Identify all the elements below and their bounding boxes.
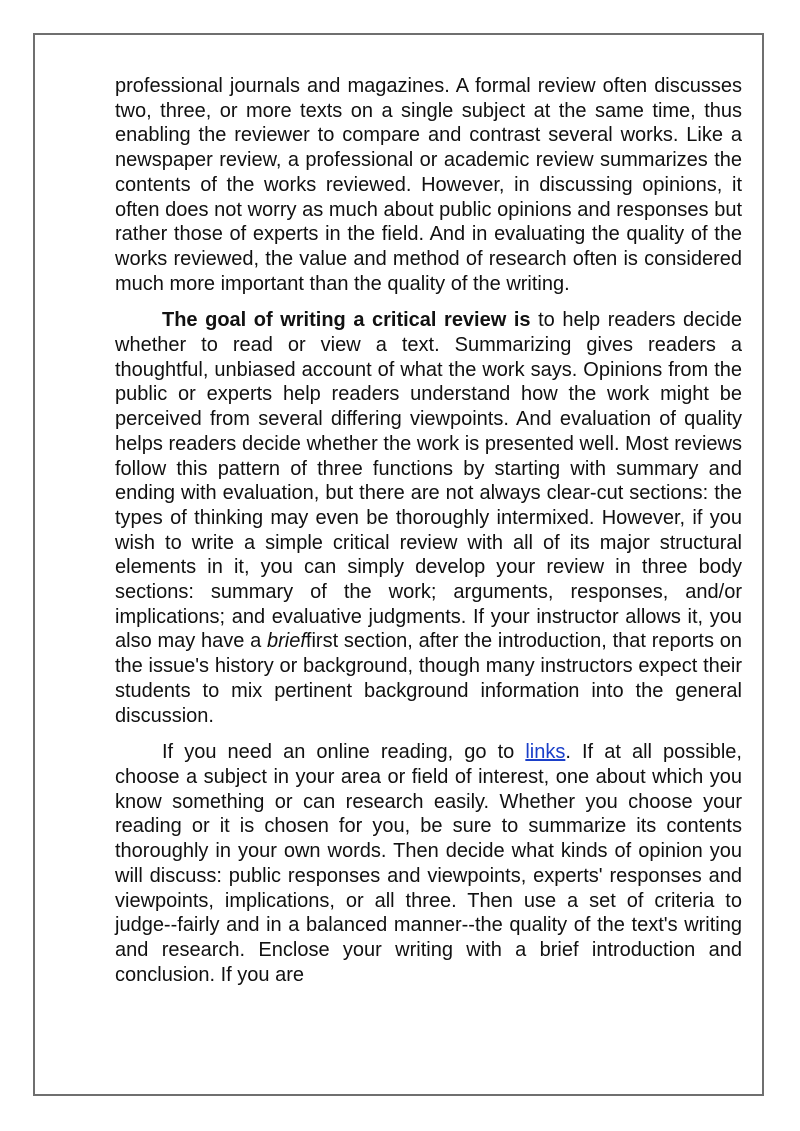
paragraph-2 (115, 308, 742, 728)
paragraph-2-italic: brief (267, 630, 306, 653)
document-body (115, 74, 742, 999)
paragraph-2-text-b: first section, after the introduction, that reports on the issue's history or background, though many instructors expect their students to mix pertinent background information into the general discussion. (115, 630, 742, 727)
paragraph-3-text-b: . If at all possible, choose a subject in your area or field of interest, one about which you know something or can research easily. Whether you choose your reading or it is chosen for you, be sure to summarize its contents thoroughly in your own words. Then decide what kinds of opinion you will discuss: public responses and viewpoints, experts' responses and viewpoints, implications, or all three. Then use a set of criteria to judge--fairly and in a balanced manner--the quality of the text's writing and research. Enclose your writing with a brief introduction and conclusion. If you are (115, 741, 742, 986)
paragraph-2-text-a: to help readers decide whether to read or view a text. Summarizing gives readers a thoughtful, unbiased account of what the work says. Opinions from the public or experts help readers understand how the work might be perceived from several differing viewpoints. And evaluation of quality helps readers decide whether the work is presented well. Most reviews follow this pattern of three functions by starting with summary and ending with evaluation, but there are not always clear-cut sections: the types of thinking may even be thoroughly intermixed. However, if you wish to write a simple critical review with all of its major structural elements in it, you can simply develop your review in three body sections: summary of the work; arguments, responses, and/or implications; and evaluative judgments. If your instructor allows it, you also may have a (115, 309, 742, 653)
links-link[interactable]: links (525, 741, 566, 764)
paragraph-1-text: professional journals and magazines. A formal review often discusses two, three, or more texts on a single subject at the same time, thus enabling the reviewer to compare and contrast several works. Like a newspaper review, a professional or academic review summarizes the contents of the works reviewed. However, in discussing opinions, it often does not worry as much about public opinions and responses but rather those of experts in the field. And in evaluating the quality of the works reviewed, the value and method of research often is considered much more important than the quality of the writing. (115, 75, 742, 295)
paragraph-2-bold-lead: The goal of writing a critical review is (162, 309, 531, 332)
paragraph-1 (115, 74, 742, 296)
paragraph-3-text-a: If you need an online reading, go to (162, 741, 526, 764)
paragraph-3 (115, 740, 742, 987)
